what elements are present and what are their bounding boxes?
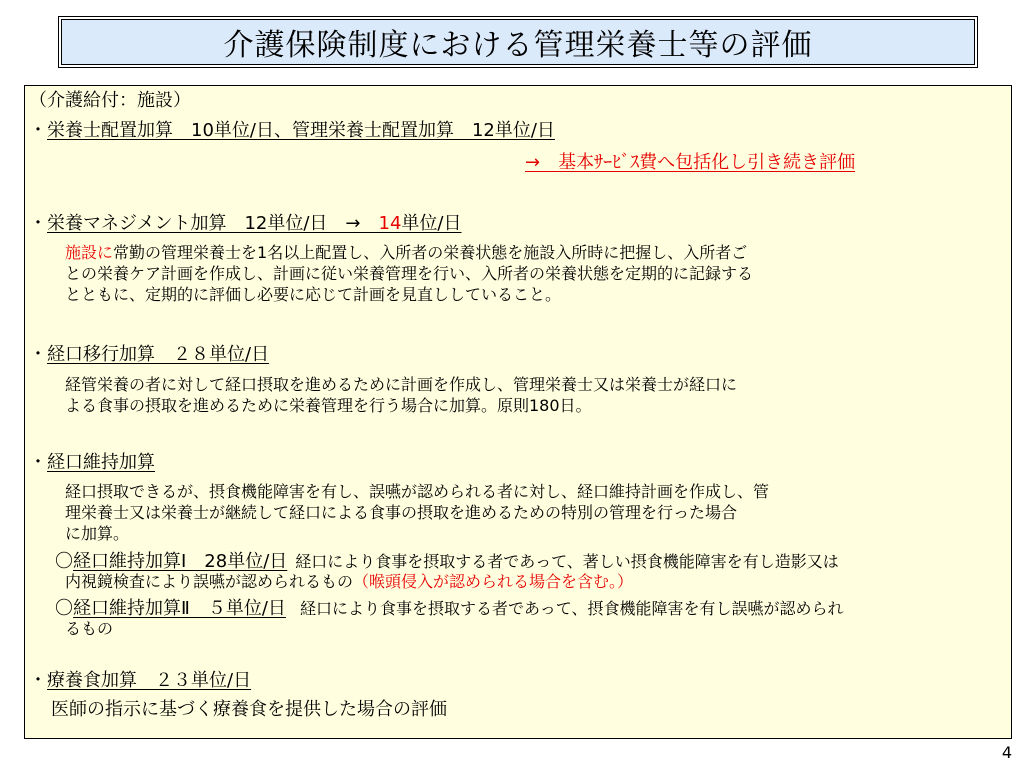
- section-description: 施設に常勤の管理栄養士を1名以上配置し、入所者の栄養状態を施設入所時に把握し、入所者ご: [65, 243, 748, 262]
- section-heading: 栄養士配置加算 10単位/日、管理栄養士配置加算 12単位/日: [47, 120, 555, 141]
- section-therapeutic-diet: [29, 670, 251, 692]
- section-description: 経管栄養の者に対して経口摂取を進めるために計画を作成し、管理栄養士又は栄養士が経口に: [65, 375, 738, 394]
- section-description: よる食事の摂取を進めるために栄養管理を行う場合に加算。原則180日。: [65, 396, 592, 415]
- section-oral-maintenance: [29, 452, 155, 474]
- page-title: 介護保険制度における管理栄養士等の評価: [61, 19, 975, 65]
- sub-item-oral-maintenance-1: 〇経口維持加算Ⅰ 28単位/日 経口により食事を摂取する者であって、著しい摂食機能障害を有し造影又は: [55, 551, 839, 572]
- section-description: 理栄養士又は栄養士が継続して経口による食事の摂取を進めるための特別の管理を行った場合: [65, 503, 738, 522]
- sub-item-heading: 経口維持加算Ⅰ 28単位/日: [73, 551, 288, 572]
- arrow-note: → 基本ｻｰﾋﾞｽ費へ包括化し引き続き評価: [525, 152, 856, 173]
- title-frame: [58, 16, 978, 68]
- section-description: との栄養ケア計画を作成し、計画に従い栄養管理を行い、入所者の栄養状態を定期的に記録する: [65, 264, 754, 283]
- section-description: 経口摂取できるが、摂食機能障害を有し、誤嚥が認められる者に対し、経口維持計画を作成し、管: [65, 482, 770, 501]
- section-heading: 療養食加算 ２３単位/日: [47, 670, 252, 691]
- section-description: とともに、定期的に評価し必要に応じて計画を見直ししていること。: [65, 285, 562, 304]
- section-heading: 経口移行加算 ２８単位/日: [47, 344, 270, 365]
- section-oral-transition: [29, 344, 269, 366]
- sub-item-heading: 経口維持加算Ⅱ ５単位/日: [73, 598, 286, 619]
- bullet: ・: [29, 670, 47, 691]
- bullet: ・: [29, 120, 47, 141]
- page-number: 4: [1001, 743, 1012, 762]
- bullet: ・: [29, 213, 47, 234]
- content-box: [24, 85, 1012, 739]
- section-heading: 経口維持加算: [47, 452, 155, 473]
- bullet: ・: [29, 344, 47, 365]
- section-description: に加算。: [65, 524, 130, 543]
- section-description: 医師の指示に基づく療養食を提供した場合の評価: [51, 699, 447, 720]
- section-nutrition-management: [29, 213, 462, 235]
- sub-item-oral-maintenance-2: 〇経口維持加算Ⅱ ５単位/日 経口により食事を摂取する者であって、摂食機能障害を有し誤嚥が認められ: [55, 598, 844, 619]
- bullet: ・: [29, 452, 47, 473]
- section-heading: 栄養マネジメント加算 12単位/日 → 14単位/日: [47, 213, 462, 234]
- category-label: （介護給付：施設）: [29, 90, 191, 111]
- sub-item-description: 内視鏡検査により誤嚥が認められるもの（喉頭侵入が認められる場合を含む。）: [65, 572, 634, 591]
- sub-item-description: るもの: [65, 619, 114, 638]
- section-nutritionist-placement: [29, 120, 555, 142]
